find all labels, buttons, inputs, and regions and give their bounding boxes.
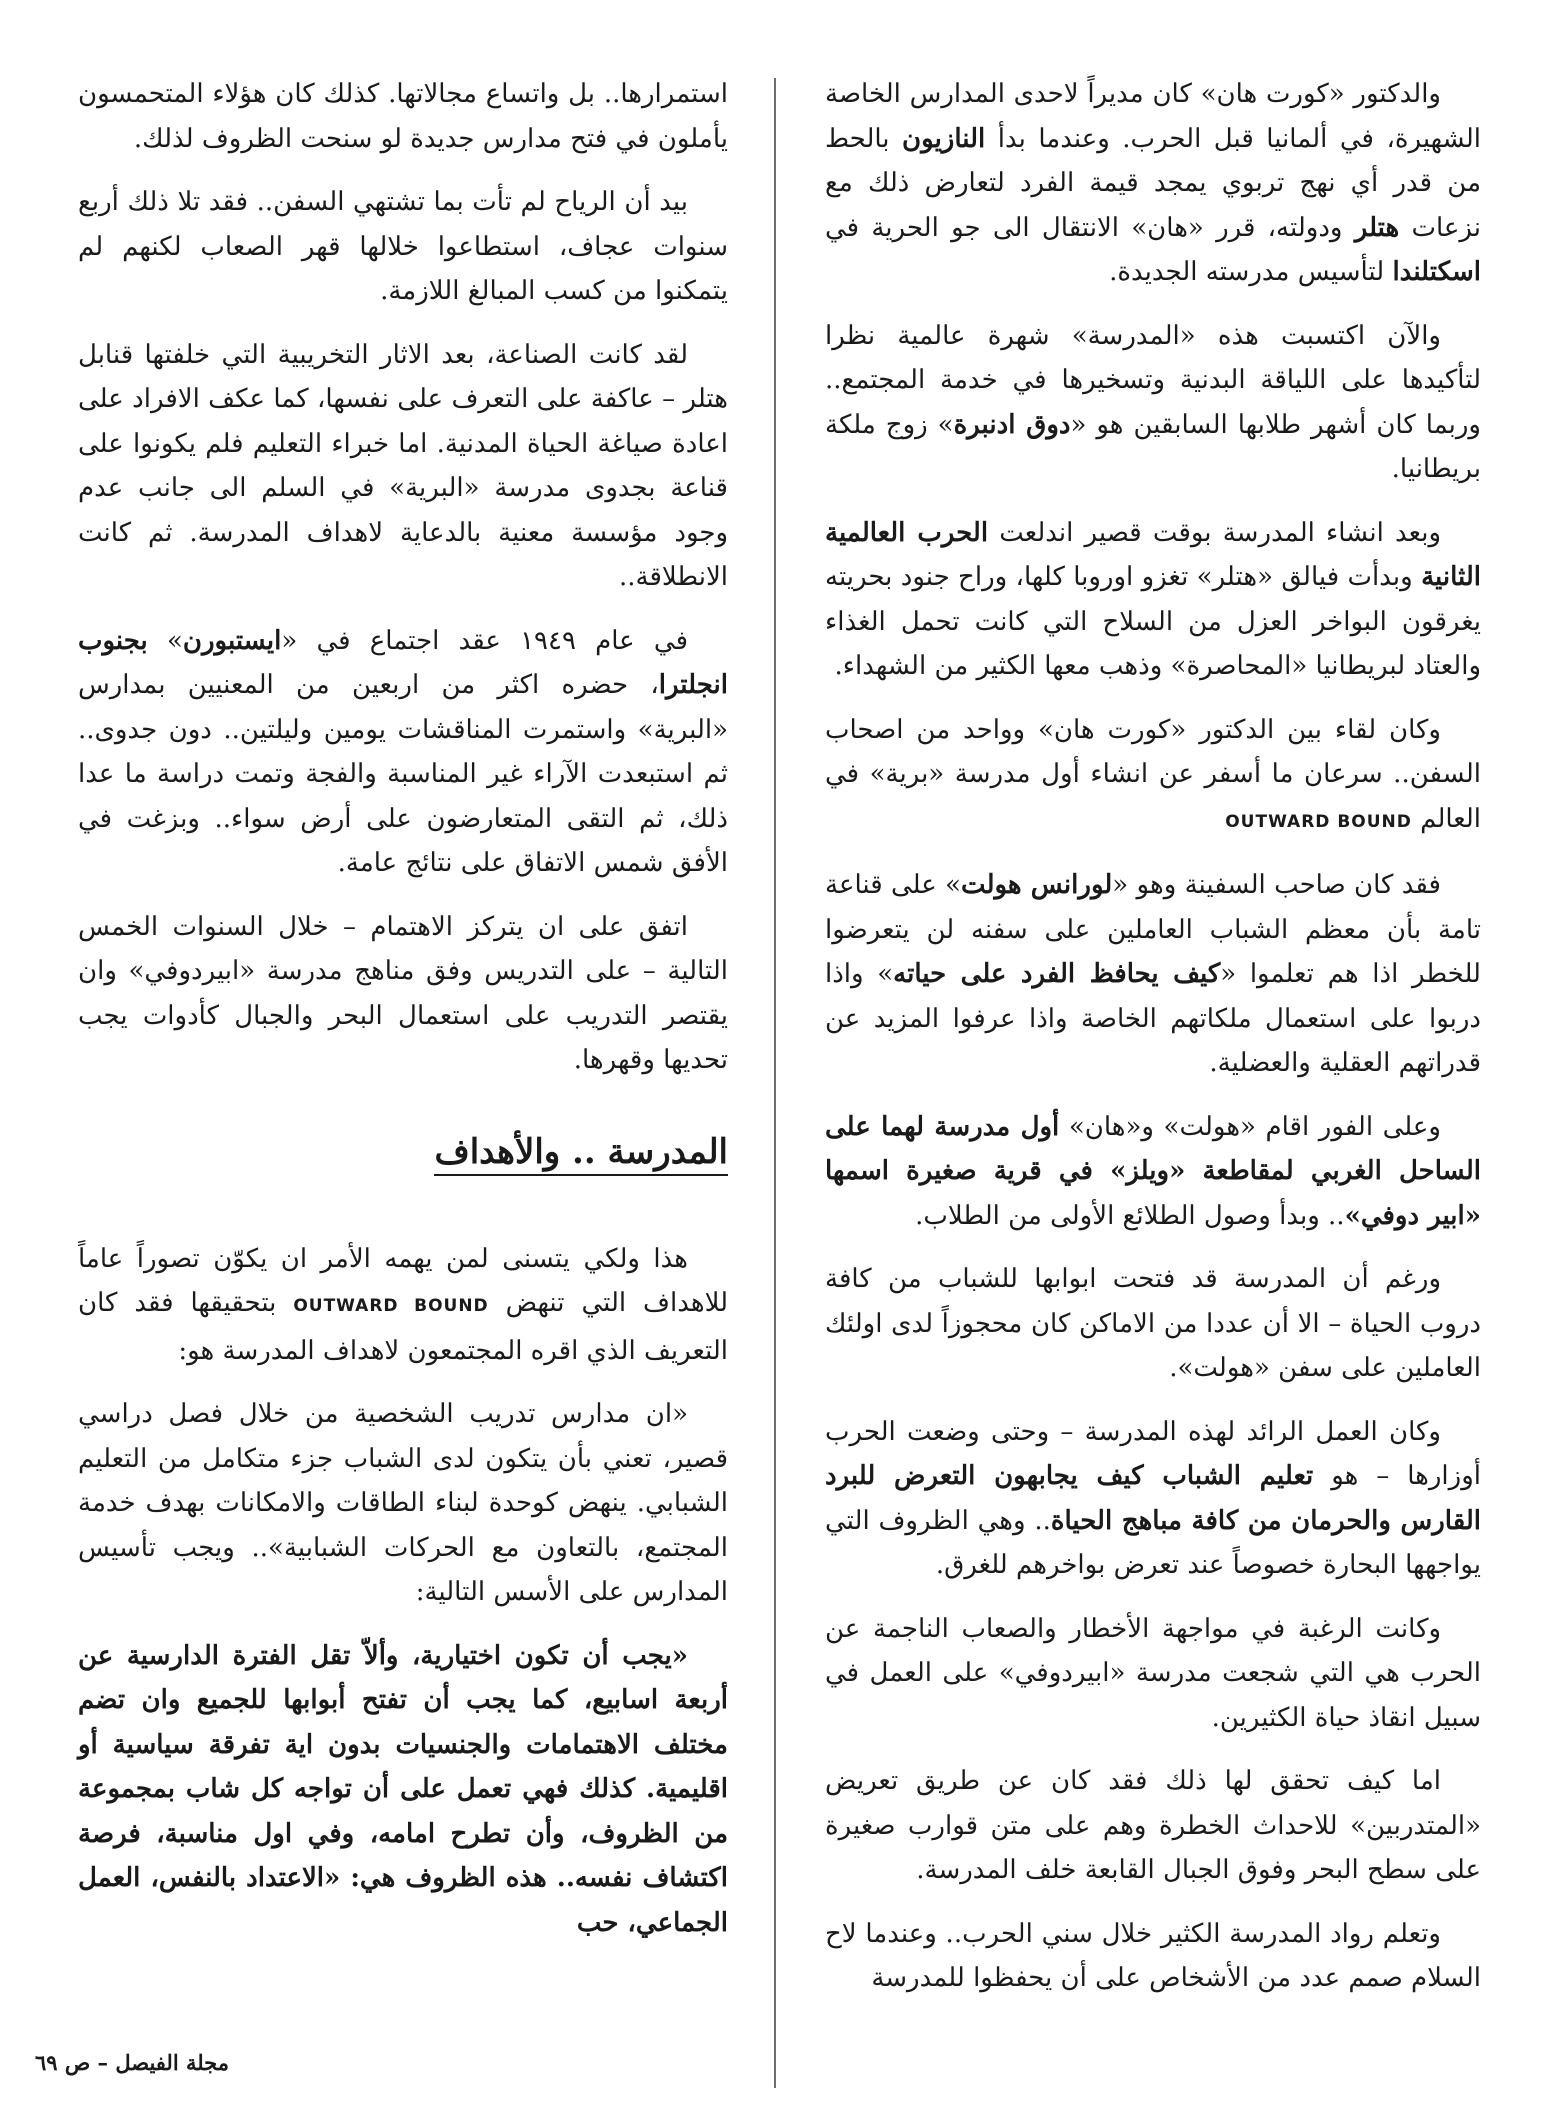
paragraph [825,511,1481,689]
paragraph [78,333,728,600]
paragraph [825,1410,1481,1588]
text: ورغم أن المدرسة قد فتحت ابوابها للشباب من كافة دروب الحياة – الا أن عددا من الاماكن كان محجوزاً لدى اولئك العاملين على سفن «هولت». [825,1264,1481,1383]
text: وكان لقاء بين الدكتور «كورت هان» وواحد من اصحاب السفن.. سرعان ما أسفر عن انشاء أول مدرسة «برية» في العالم [825,714,1481,834]
text: » واذا دربوا على استعمال ملكاتهم الخاصة واذا عرفوا المزيد عن قدراتهم العقلية والعضلية. [825,959,1481,1078]
paragraph [78,180,728,314]
text: «ان مدارس تدريب الشخصية من خلال فصل دراسي قصير، تعني بأن يتكون لدى الشباب جزء متكامل من التعليم الشبابي. ينهض كوحدة لبناء الطاقات والامكانات بهدف خدمة المجتمع، بالتعاون مع الحركات الشبابية».. ويجب تأسيس المدارس على الأسس التالية: [78,1399,728,1607]
text: اما كيف تحقق لها ذلك فقد كان عن طريق تعريض «المتدربين» للاحداث الخطرة وهم على متن قوارب صغيرة على سطح البحر وفوق الجبال القابعة خلف المدرسة. [825,1766,1481,1885]
text: هذا ولكي يتسنى لمن يهمه الأمر ان يكوّن تصوراً عاماً للاهداف التي تنهض [78,1243,728,1318]
column-divider [774,78,776,2088]
text: بيد أن الرياح لم تأت بما تشتهي السفن.. فقد تلا ذلك أربع سنوات عجاف، استطاعوا خلالها قهر الصعاب لكنهم لم يتمكنوا من كسب المبالغ اللازمة. [78,187,728,306]
paragraph [78,905,728,1083]
left-column [78,72,728,1964]
bold-paragraph [78,1634,728,1946]
text: .. وهي الظروف التي يواجهها البحارة خصوصاً عند تعرض بواخرهم للغرق. [825,1505,1481,1580]
paragraph [825,1607,1481,1741]
paragraph [825,1105,1481,1239]
paragraph [825,72,1481,295]
bold-text: ايستبورن [182,625,282,656]
text: وبدأت فيالق «هتلر» تغزو اوروبا كلها، وراح جنود بحريته يغرقون البواخر العزل من السلاح التي كانت تحمل الغذاء والعتاد لبريطانيا «المحاصرة» وذهب معها الكثير من الشهداء. [825,562,1481,681]
text: ، حضره اكثر من اربعين من المعنيين بمدارس «البرية» واستمرت المناقشات يومين وليلتين.. دون جدوى.. ثم استبعدت الآراء غير المناسبة والفجة وتمت دراسة ما عدا ذلك، ثم التقى المتعارضون على أرض سواء.. وبزغت في الأفق شمس الاتفاق على نتائج عامة. [78,670,728,878]
paragraph [825,314,1481,492]
bold-text: دوق ادنبرة [953,409,1071,440]
text: اتفق على ان يتركز الاهتمام – خلال السنوات الخمس التالية – على التدريس وفق مناهج مدرسة «ابيردوفي» وان يقتصر التدريب على استعمال البحر والجبال كأدوات يجب تحديها وقهرها. [78,911,728,1075]
bold-text: بجنوب انجلترا [78,625,728,700]
paragraph [825,1257,1481,1391]
section-heading-text: المدرسة .. والأهداف [434,1132,728,1176]
paragraph [825,1912,1481,2001]
text: ودولته، قرر «هان» الانتقال الى جو الحرية في [825,212,1355,243]
page-footer [35,2050,229,2075]
paragraph [78,619,728,886]
text: والآن اكتسبت هذه «المدرسة» شهرة عالمية نظرا لتأكيدها على اللياقة البدنية وتسخيرها في خدمة المجتمع.. وربما كان أشهر طلابها السابقين هو « [825,320,1481,440]
text: في عام ١٩٤٩ عقد اجتماع في « [281,625,688,656]
text: بالحط من قدر أي نهج تربوي يمجد قيمة الفرد لتعارض ذلك مع نزعات [825,123,1481,243]
text: وتعلم رواد المدرسة الكثير خلال سني الحرب.. وعندما لاح السلام صمم عدد من الأشخاص على أن يحفظوا للمدرسة [825,1918,1481,1993]
text: لقد كانت الصناعة، بعد الاثار التخريبية التي خلفتها قنابل هتلر – عاكفة على التعرف على نفسها، كما عكف الافراد على اعادة صياغة الحياة المدنية. اما خبراء التعليم فلم يكونوا على قناعة بجدوى مدرسة «البرية» في السلم الى جانب عدم وجود مؤسسة معنية بالدعاية لاهداف المدرسة. ثم كانت الانطلاقة.. [78,339,728,592]
bold-text: الحرب العالمية الثانية [825,517,1481,592]
bold-text: كيف يحافظ الفرد على حياته [893,959,1221,989]
text: » زوج ملكة بريطانيا. [825,409,1481,484]
bold-text: أول مدرسة لهما على الساحل الغربي لمقاطعة «ويلز» في قرية صغيرة اسمها «ابير دوفي» [825,1111,1481,1231]
paragraph [78,1392,728,1615]
text: بتحقيقها فقد كان التعريف الذي اقره المجتمعون لاهداف المدرسة هو: [78,1288,728,1366]
right-column [825,72,1481,2020]
paragraph [825,708,1481,845]
text: وبعد انشاء المدرسة بوقت قصير اندلعت [988,517,1441,548]
paragraph [78,1237,728,1374]
footer-text: مجلة الفيصل – ص ٦٩ [34,2050,229,2075]
text: استمرارها.. بل واتساع مجالاتها. كذلك كان هؤلاء المتحمسون يأملون في فتح مدارس جديدة لو سنحت الظروف لذلك. [78,79,728,154]
section-heading [78,1129,728,1175]
paragraph [78,72,728,161]
bold-text: اسكتلندا [1392,257,1481,287]
text: «يجب أن تكون اختيارية، وألاّ تقل الفترة الدارسية عن أربعة اسابيع، كما يجب أن تفتح أبوابها للجميع وان تضم مختلف الاهتمامات والجنسيات بدون اية تفرقة سياسية أو اقليمية. كذلك فهي تعمل على أن تواجه كل شاب بمجموعة من الظروف، وأن تطرح امامه، وفي اول مناسبة، فرصة اكتشاف نفسه.. هذه الظروف هي: «الاعتداد بالنفس، العمل الجماعي، حب [78,1640,728,1938]
outward-bound-name: OUTWARD BOUND [1225,811,1412,832]
bold-text: تعليم الشباب كيف يجابهون التعرض للبرد القارس والحرمان من كافة مباهج الحياة [825,1461,1481,1536]
text: .. وبدأ وصول الطلائع الأولى من الطلاب. [915,1200,1345,1231]
outward-bound-name: OUTWARD BOUND [293,1296,489,1316]
bold-text: هتلر [1354,212,1400,243]
text: » [147,625,183,656]
text: » على قناعة تامة بأن معظم الشباب العاملين على سفنه لن يتعرضوا للخطر اذا هم تعلموا « [825,870,1481,989]
text: لتأسيس مدرسته الجديدة. [1109,257,1393,287]
paragraph [825,1759,1481,1893]
text: وعلى الفور اقام «هولت» و«هان» [1059,1111,1441,1142]
text: فقد كان صاحب السفينة وهو « [1112,870,1441,900]
text: وكانت الرغبة في مواجهة الأخطار والصعاب الناجمة عن الحرب هي التي شجعت مدرسة «ابيردوفي» على العمل في سبيل انقاذ حياة الكثيرين. [825,1613,1481,1733]
paragraph [825,863,1481,1086]
text: وكان العمل الرائد لهذه المدرسة – وحتى وضعت الحرب أوزارها – هو [825,1416,1481,1491]
text: والدكتور «كورت هان» كان مديراً لاحدى المدارس الخاصة الشهيرة، في ألمانيا قبل الحرب. وعندما بدأ [825,79,1481,154]
bold-text: النازيون [902,123,986,154]
bold-text: لورانس هولت [961,870,1113,900]
